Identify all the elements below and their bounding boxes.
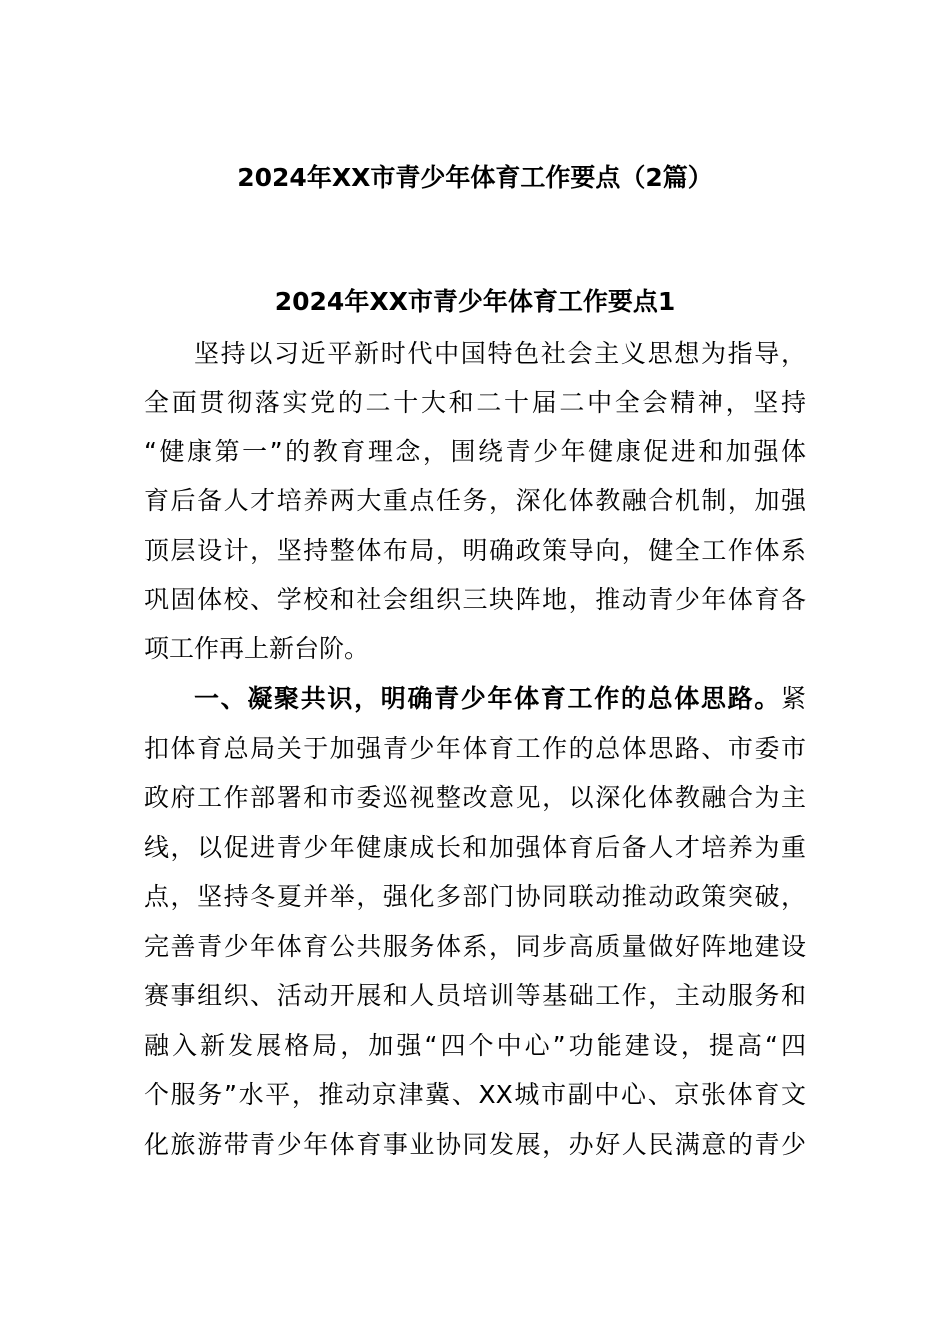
paragraph-line: 巩固体校、学校和社会组织三块阵地，推动青少年体育各 bbox=[144, 585, 806, 614]
paragraph-line: 化旅游带青少年体育事业协同发展，办好人民满意的青少 bbox=[144, 1130, 806, 1159]
paragraph-line: 赛事组织、活动开展和人员培训等基础工作，主动服务和 bbox=[144, 981, 806, 1010]
paragraph-line: 线，以促进青少年健康成长和加强体育后备人才培养为重 bbox=[144, 833, 806, 862]
paragraph-heading-tail: 紧 bbox=[780, 684, 806, 713]
paragraph-line: 扣体育总局关于加强青少年体育工作的总体思路、市委市 bbox=[144, 734, 806, 763]
paragraph-line: 融入新发展格局，加强“四个中心”功能建设，提高“四 bbox=[144, 1031, 806, 1060]
section-title: 2024年XX市青少年体育工作要点1 bbox=[274, 287, 676, 316]
paragraph-line: “健康第一”的教育理念，围绕青少年健康促进和加强体 bbox=[144, 437, 806, 466]
paragraph-line: 育后备人才培养两大重点任务，深化体教融合机制，加强 bbox=[144, 486, 806, 515]
paragraph-line: 全面贯彻落实党的二十大和二十届二中全会精神，坚持 bbox=[144, 388, 806, 417]
paragraph-line: 项工作再上新台阶。 bbox=[144, 634, 370, 663]
paragraph-line: 顶层设计，坚持整体布局，明确政策导向，健全工作体系 bbox=[144, 536, 806, 565]
paragraph-first-line bbox=[194, 681, 806, 717]
paragraph-line: 坚持以习近平新时代中国特色社会主义思想为指导， bbox=[194, 339, 806, 368]
paragraph-heading: 一、凝聚共识，明确青少年体育工作的总体思路。 bbox=[194, 684, 781, 713]
paragraph-line: 个服务”水平，推动京津冀、XX城市副中心、京张体育文 bbox=[144, 1080, 806, 1109]
document-title: 2024年XX市青少年体育工作要点（2篇） bbox=[237, 163, 713, 192]
paragraph-line: 点，坚持冬夏并举，强化多部门协同联动推动政策突破， bbox=[144, 882, 806, 911]
paragraph-line: 完善青少年体育公共服务体系，同步高质量做好阵地建设 bbox=[144, 932, 806, 961]
paragraph-line: 政府工作部署和市委巡视整改意见，以深化体教融合为主 bbox=[144, 783, 806, 812]
